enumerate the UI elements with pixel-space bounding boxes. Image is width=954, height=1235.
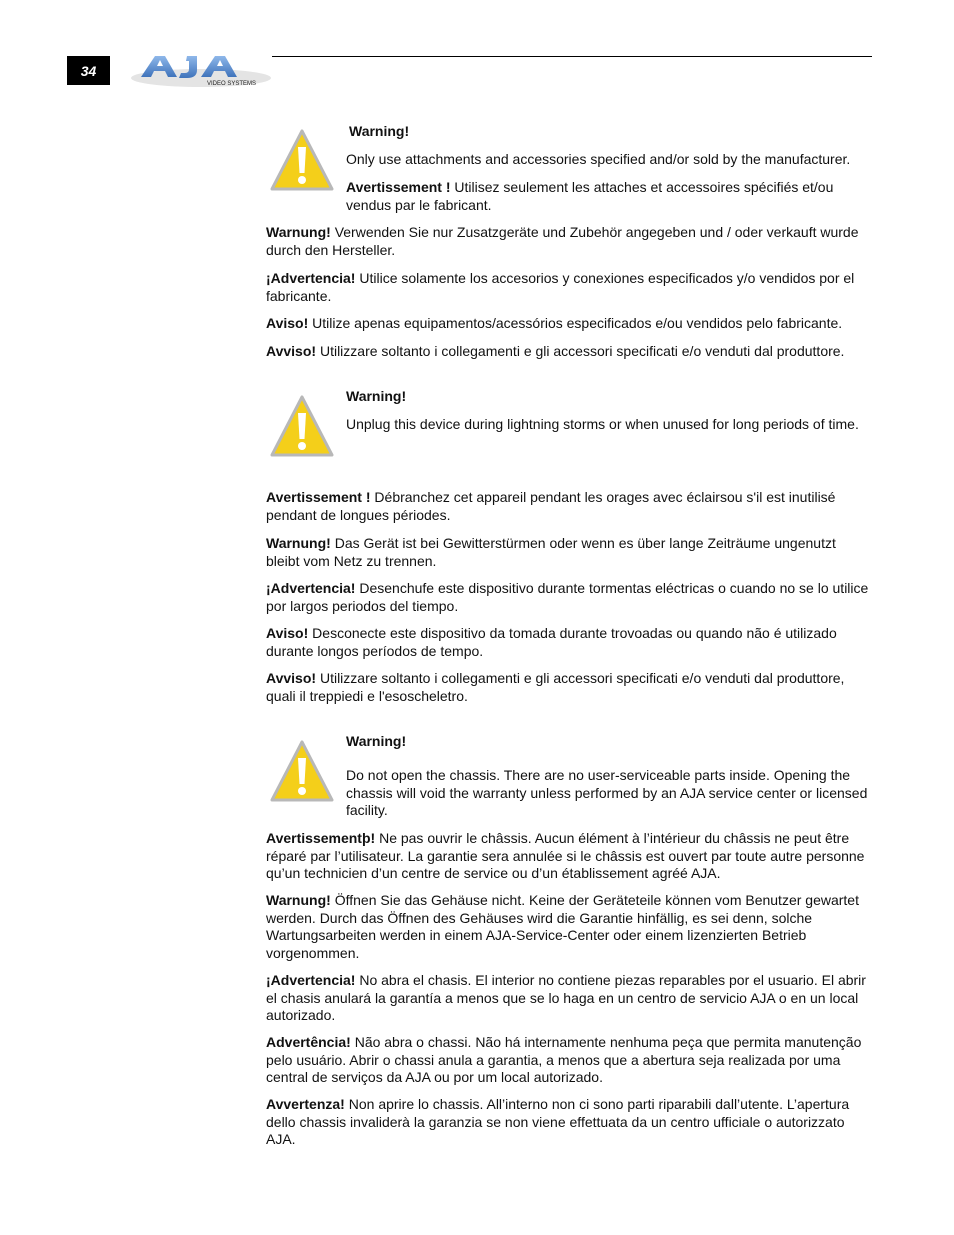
warning-es: ¡Advertencia! Desenchufe este dispositivo durante tormentas eléctricas o cuando no se lo utilice por largos periodos del tiempo. bbox=[266, 580, 869, 614]
warning-it: Avviso! Utilizzare soltanto i collegamenti e gli accessori specificati e/o venduti dal produttore. bbox=[266, 343, 845, 359]
warning-es: ¡Advertencia! Utilice solamente los accesorios y conexiones especificados y/o vendidos por el fabricante. bbox=[266, 270, 855, 304]
warning-pt: Aviso! Utilize apenas equipamentos/acessórios especificados e/ou vendidos pelo fabricante. bbox=[266, 315, 843, 331]
warning-fr: Avertissement ! Utilisez seulement les attaches et accessoires spécifiés et/ou vendus par le fabricant. bbox=[346, 179, 834, 213]
warning-title: Warning! bbox=[346, 733, 407, 749]
warning-pt: Aviso! Desconecte este dispositivo da tomada durante trovoadas ou quando não é utilizado durante longos períodos de tempo. bbox=[266, 625, 837, 659]
warning-en: Unplug this device during lightning storms or when unused for long periods of time. bbox=[346, 416, 859, 432]
warning-it: Avviso! Utilizzare soltanto i collegamenti e gli accessori specificati e/o venduti dal produttore, quali il treppiedi e l'esoscheletro. bbox=[266, 670, 845, 704]
warning-title: Warning! bbox=[349, 123, 410, 139]
warning-en: Only use attachments and accessories specified and/or sold by the manufacturer. bbox=[346, 151, 851, 167]
warning-triangle-icon bbox=[268, 127, 336, 195]
warning-triangle-icon bbox=[268, 393, 336, 461]
aja-logo bbox=[129, 50, 273, 88]
warning-title: Warning! bbox=[346, 388, 407, 404]
warning-de: Warnung! Verwenden Sie nur Zusatzgeräte und Zubehör angegeben und / oder verkauft wurde durch den Hersteller. bbox=[266, 224, 859, 258]
logo-subtext: VIDEO SYSTEMS bbox=[207, 81, 257, 87]
warning-es: ¡Advertencia! No abra el chasis. El interior no contiene piezas reparables por el usuario. El abrir el chasis anulará la garantía a menos que se lo haga en un centro de servicio AJA o en un local autorizado. bbox=[266, 972, 866, 1023]
page-number: 34 bbox=[67, 56, 110, 85]
warning-triangle-icon bbox=[268, 738, 336, 806]
warning-fr: Avertissementþ! Ne pas ouvrir le châssis. Aucun élément à l’intérieur du châssis ne peut être réparé par l’utilisateur. La garantie sera annulée si le châssis est ouvert par toute autre personne qu’un technicien d’un centre de service ou d’un établissement agréé AJA. bbox=[266, 830, 865, 881]
warning-de: Warnung! Das Gerät ist bei Gewitterstürmen oder wenn es über lange Zeiträume ungenutzt bleibt vom Netz zu trennen. bbox=[266, 535, 836, 569]
warning-it: Avvertenza! Non aprire lo chassis. All’interno non ci sono parti riparabili dall’utente. L’apertura dello chassis invaliderà la garanzia se non viene effettuata da un centro ufficiale o autorizzato AJA. bbox=[266, 1096, 850, 1147]
header-rule bbox=[272, 56, 872, 57]
warning-en: Do not open the chassis. There are no user-serviceable parts inside. Opening the chassis will void the warranty unless performed by an AJA service center or licensed facility. bbox=[346, 767, 868, 818]
warning-pt: Advertência! Não abra o chassi. Não há internamente nenhuma peça que permita manutenção pelo usuário. Abrir o chassi anula a garantia, a menos que a abertura seja realizada por uma central de serviços da AJA ou por um local autorizado. bbox=[266, 1034, 862, 1085]
warning-fr: Avertissement ! Débranchez cet appareil pendant les orages avec éclairsou s'il est inutilisé pendant de longues périodes. bbox=[266, 489, 836, 523]
warning-de: Warnung! Öffnen Sie das Gehäuse nicht. Keine der Geräteteile können vom Benutzer gewartet werden. Durch das Öffnen des Gehäuses wird die Garantie hinfällig, es sei denn, solche Wartungsarbeiten werden in einem AJA-Service-Center oder einem lizenzierten Betrieb vorgenommen. bbox=[266, 892, 859, 961]
